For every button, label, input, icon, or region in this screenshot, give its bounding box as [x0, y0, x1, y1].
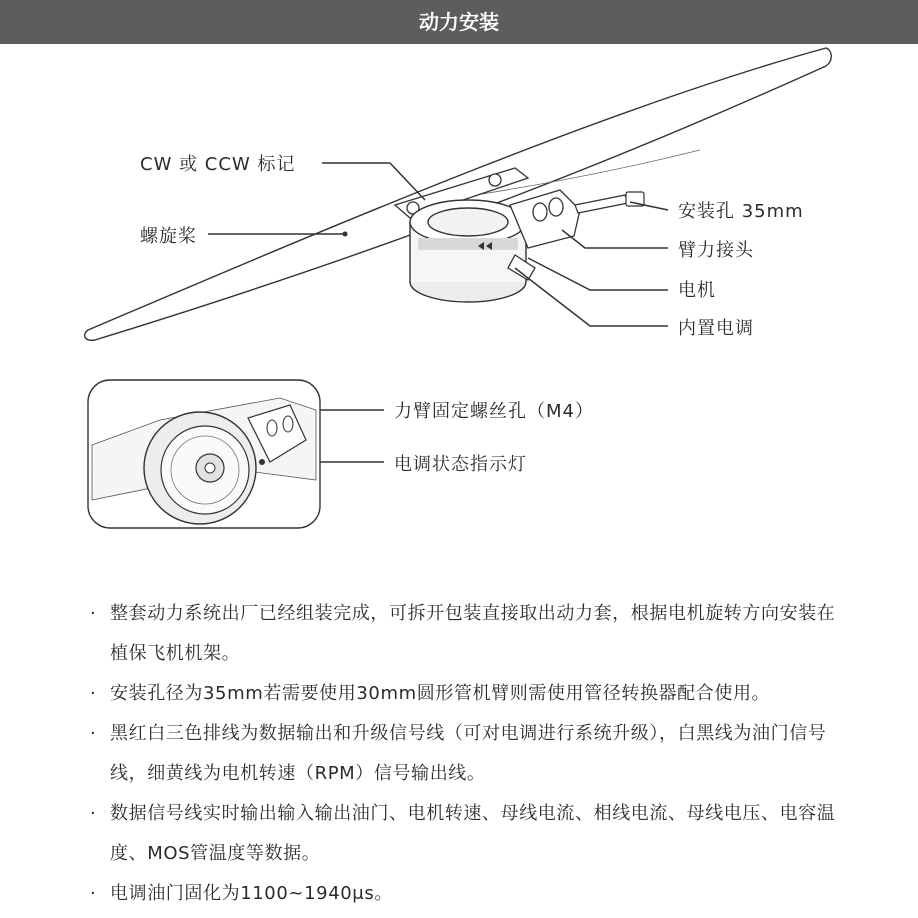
- label-mount-hole: 安装孔 35mm: [678, 201, 804, 222]
- note-item: · 安装孔径为35mm若需要使用30mm圆形管机臂则需使用管径转换器配合使用。: [88, 674, 848, 714]
- section-title: 动力安装: [419, 10, 499, 34]
- note-item: · 电调油门固化为1100~1940μs。: [88, 874, 848, 914]
- note-item: · 数据信号线实时输出输入输出油门、电机转速、母线电流、相线电流、母线电压、电容温度、MOS管温度等数据。: [88, 794, 848, 874]
- label-propeller: 螺旋桨: [140, 226, 197, 247]
- motor-body: [410, 200, 526, 302]
- installation-notes: [88, 594, 848, 914]
- label-arm-connector: 臂力接头: [678, 240, 754, 261]
- label-esc-status-light: 电调状态指示灯: [394, 454, 527, 475]
- label-built-in-esc: 内置电调: [678, 318, 754, 339]
- label-cw-ccw-mark: CW 或 CCW 标记: [140, 154, 296, 175]
- inset-detail-frame: [88, 380, 320, 528]
- note-item: · 黑红白三色排线为数据输出和升级信号线（可对电调进行系统升级），白黑线为油门信号线，细黄线为电机转速（RPM）信号输出线。: [88, 714, 848, 794]
- note-item: · 整套动力系统出厂已经组装完成，可拆开包装直接取出动力套，根据电机旋转方向安装在植保飞机机架。: [88, 594, 848, 674]
- label-arm-screw-hole: 力臂固定螺丝孔（M4）: [394, 401, 594, 422]
- label-motor: 电机: [678, 280, 716, 301]
- section-header: [0, 0, 918, 44]
